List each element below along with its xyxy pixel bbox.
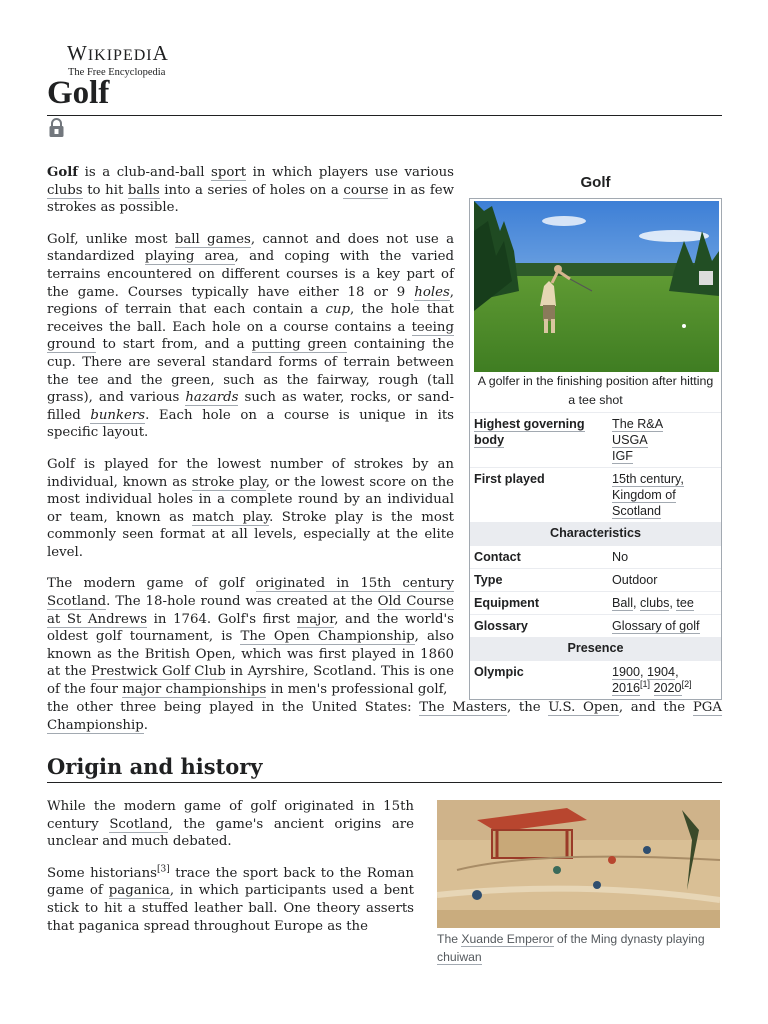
link-paganica[interactable]: paganica	[108, 883, 170, 899]
infobox-title: Golf	[580, 174, 611, 191]
link-clubs[interactable]: clubs	[47, 182, 83, 198]
origin-section-text	[47, 798, 414, 949]
lead-section	[47, 164, 454, 713]
link-hazards[interactable]: hazards	[185, 390, 239, 406]
link-ball[interactable]: Ball	[612, 596, 633, 610]
infobox-row-first-played	[470, 467, 721, 522]
link-olympic-1904[interactable]: 1904	[647, 665, 676, 679]
lead-paragraph-4-tail: the other three being played in the United States: The Masters, the U.S. Open, and the PGA Championship.	[47, 700, 722, 733]
infobox-image-caption: A golfer in the finishing position after hitting a tee shot	[470, 372, 721, 413]
link-prestwick[interactable]: Prestwick Golf Club	[91, 664, 226, 680]
link-olympic-2016[interactable]: 2016	[612, 681, 641, 695]
link-olympic-1900[interactable]: 1900	[612, 665, 641, 679]
link-origin-scotland[interactable]: originated in 15th century Scotland	[47, 576, 454, 610]
link-tee[interactable]: tee	[676, 596, 694, 610]
link-stroke-play[interactable]: stroke play	[191, 474, 266, 490]
infobox-frame	[469, 198, 722, 700]
link-usga[interactable]: USGA	[612, 433, 648, 447]
infobox	[469, 168, 722, 700]
link-clubs-infobox[interactable]: clubs	[640, 596, 670, 610]
wikipedia-wordmark: WIKIPEDIA	[67, 41, 169, 65]
golfer-photo[interactable]	[474, 201, 719, 372]
link-open-championship[interactable]: The Open Championship	[240, 629, 415, 645]
link-putting-green[interactable]: putting green	[251, 337, 347, 353]
infobox-row-contact: Contact No	[470, 545, 721, 568]
link-glossary-of-golf[interactable]: Glossary of golf	[612, 619, 700, 633]
page-title: Golf	[47, 75, 110, 111]
link-masters[interactable]: The Masters	[419, 700, 507, 715]
chuiwan-caption: The Xuande Emperor of the Ming dynasty playing chuiwan	[437, 932, 705, 964]
link-major[interactable]: major	[296, 611, 335, 627]
link-pga-championship[interactable]: PGA Championship	[47, 700, 722, 733]
section-heading-origin: Origin and history	[47, 752, 722, 783]
link-scotland[interactable]: Scotland	[109, 816, 169, 832]
lock-icon[interactable]	[48, 118, 65, 138]
link-ball-games[interactable]: ball games	[174, 231, 251, 247]
infobox-row-equipment: Equipment Ball, clubs, tee	[470, 591, 721, 614]
chuiwan-figure	[437, 800, 721, 966]
infobox-value	[612, 416, 717, 464]
link-us-open[interactable]: U.S. Open	[548, 700, 619, 715]
link-igf[interactable]: IGF	[612, 449, 633, 463]
infobox-label	[474, 416, 612, 464]
link-r-and-a[interactable]: The R&A	[612, 417, 664, 431]
link-playing-area[interactable]: playing area	[144, 249, 235, 265]
wikipedia-tagline: The Free Encyclopedia	[68, 67, 166, 78]
infobox-row-type: Type Outdoor	[470, 568, 721, 591]
link-course[interactable]: course	[343, 182, 389, 198]
origin-paragraph-1: While the modern game of golf originated in 15th century Scotland, the game's ancient origins are unclear and much debated.	[47, 799, 414, 850]
citation-2[interactable]: [2]	[681, 678, 692, 689]
infobox-row-glossary: Glossary Glossary of golf	[470, 614, 721, 637]
origin-paragraph-2: Some historians[3] trace the sport back to the Roman game of paganica, in which participants used a bent stick to hit a stuffed leather ball. One theory asserts that paganica spread throughout Europe as the	[47, 864, 414, 934]
link-15th-century-scotland[interactable]: 15th century, Kingdom of Scotland	[612, 472, 684, 518]
link-major-championships[interactable]: major championships	[122, 682, 267, 698]
lead-paragraph-4: The modern game of golf originated in 15th century Scotland. The 18-hole round was created at the Old Course at St Andrews in 1764. Golf's first major, and the world's oldest golf tournament, is The Open Championship, also known as the British Open, which was first played in 1860 at the Prestwick Golf Club in Ayrshire, Scotland. This is one of the four major championships in men's professional golf,	[47, 576, 454, 698]
link-highest-governing-body[interactable]: Highest governing body	[474, 417, 585, 447]
link-bunkers[interactable]: bunkers	[90, 407, 146, 423]
infobox-row-olympic: Olympic 1900, 1904, 2016[1] 2020[2]	[470, 660, 721, 699]
infobox-value	[612, 471, 717, 519]
lead-paragraph-2: Golf, unlike most ball games, cannot and does not use a standardized playing area, and coping with the varied terrains encountered on different courses is a key part of the game. Courses typically have either 18 or 9 holes, regions of terrain that each contain a cup, the hole that receives the ball. Each hole on a course contains a teeing ground to start from, and a putting green containing the cup. There are several standard forms of terrain between the tee and the green, such as the fairway, rough (tall grass), and various hazards such as water, rocks, or sand-filled bunkers. Each hole on a course is unique in its specific layout.	[47, 231, 455, 441]
lead-paragraph-1: Golf is a club-and-ball sport in which players use various clubs to hit balls into a series of holes on a course in as few strokes as possible.	[47, 165, 454, 216]
title-divider	[47, 115, 722, 116]
link-match-play[interactable]: match play	[192, 509, 270, 525]
link-holes[interactable]: holes	[414, 284, 450, 300]
chuiwan-painting[interactable]	[437, 800, 720, 928]
link-olympic-2020[interactable]: 2020	[653, 681, 682, 695]
link-chuiwan[interactable]: chuiwan	[437, 950, 482, 964]
link-old-course[interactable]: Old Course at St Andrews	[47, 594, 454, 627]
link-balls[interactable]: balls	[127, 182, 160, 198]
link-sport[interactable]: sport	[211, 165, 247, 180]
link-teeing-ground[interactable]: teeing ground	[47, 319, 454, 353]
citation-1[interactable]: [1]	[640, 678, 651, 689]
infobox-label: First played	[474, 472, 545, 486]
infobox-header-presence: Presence	[470, 637, 721, 660]
infobox-header-characteristics: Characteristics	[470, 522, 721, 545]
link-xuande-emperor[interactable]: Xuande Emperor	[461, 932, 554, 946]
citation-3[interactable]: [3]	[156, 864, 170, 875]
lead-paragraph-3: Golf is played for the lowest number of strokes by an individual, known as stroke play, or the lowest score on the most individual holes in a complete round by an individual or team, known as match play. Stroke play is the most commonly seen format at all levels, especially at the elite level.	[47, 456, 455, 560]
infobox-row-governing-body	[470, 413, 721, 467]
